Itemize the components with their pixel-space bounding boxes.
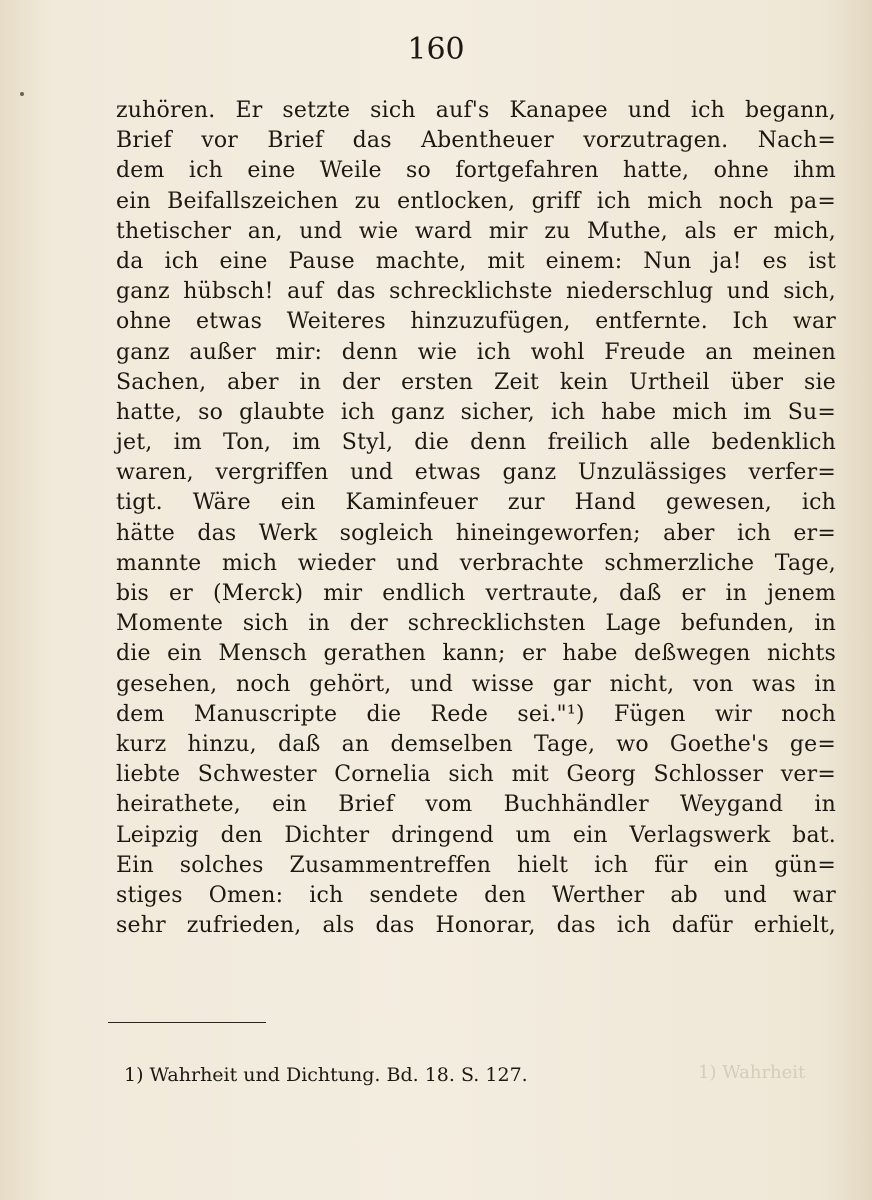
footnote: 1) Wahrheit und Dichtung. Bd. 18. S. 127. (124, 1064, 528, 1086)
text-line: gesehen, noch gehört, und wisse gar nicht, von was in (116, 671, 836, 697)
text-line: bis er (Merck) mir endlich vertraute, daß er in jenem (116, 581, 836, 606)
text-line: ohne etwas Weiteres hinzuzufügen, entfernte. Ich war (116, 309, 836, 335)
text-line: kurz hinzu, daß an demselben Tage, wo Goethe's ge= (116, 731, 836, 757)
ink-speck (20, 92, 24, 96)
text-line: da ich eine Pause machte, mit einem: Nun ja! es ist (116, 248, 836, 274)
text-line: thetischer an, und wie ward mir zu Muthe, als er mich, (116, 218, 836, 244)
footnote-separator (108, 1022, 266, 1023)
text-line: stiges Omen: ich sendete den Werther ab und war (116, 882, 836, 908)
text-line: jet, im Ton, im Styl, die denn freilich alle bedenklich (116, 430, 836, 456)
text-line: ein Beifallszeichen zu entlocken, griff ich mich noch pa= (116, 188, 836, 214)
text-line: tigt. Wäre ein Kaminfeuer zur Hand gewesen, ich (116, 490, 836, 516)
page-number: 160 (407, 32, 465, 67)
text-line: hätte das Werk sogleich hineingeworfen; aber ich er= (116, 520, 836, 546)
text-line: zuhören. Er setzte sich auf's Kanapee und ich begann, (116, 98, 836, 123)
text-line: Sachen, aber in der ersten Zeit kein Urtheil über sie (116, 369, 836, 395)
text-line: Ein solches Zusammentreffen hielt ich für ein gün= (116, 852, 836, 878)
text-line: Leipzig den Dichter dringend um ein Verlagswerk bat. (116, 822, 836, 848)
text-line: Brief vor Brief das Abentheuer vorzutragen. Nach= (116, 128, 836, 154)
text-line: waren, vergriffen und etwas ganz Unzulässiges verfer= (116, 460, 836, 486)
text-line: dem ich eine Weile so fortgefahren hatte, ohne ihm (116, 158, 836, 184)
text-line: die ein Mensch gerathen kann; er habe deßwegen nichts (116, 641, 836, 667)
text-line: heirathete, ein Brief vom Buchhändler Weygand in (116, 792, 836, 818)
text-line: mannte mich wieder und verbrachte schmerzliche Tage, (116, 550, 836, 576)
text-line: ganz außer mir: denn wie ich wohl Freude an meinen (116, 339, 836, 365)
text-line: liebte Schwester Cornelia sich mit Georg Schlosser ver= (116, 762, 836, 788)
text-line: dem Manuscripte die Rede sei."¹) Fügen wir noch (116, 701, 836, 727)
text-line: ganz hübsch! auf das schrecklichste niederschlug und sich, (116, 279, 836, 305)
text-line: sehr zufrieden, als das Honorar, das ich dafür erhielt, (116, 913, 836, 939)
body-text (116, 96, 836, 941)
text-line: Momente sich in der schrecklichsten Lage befunden, in (116, 611, 836, 637)
text-line: hatte, so glaubte ich ganz sicher, ich habe mich im Su= (116, 399, 836, 425)
show-through-text: 1) Wahrheit (698, 1062, 806, 1083)
